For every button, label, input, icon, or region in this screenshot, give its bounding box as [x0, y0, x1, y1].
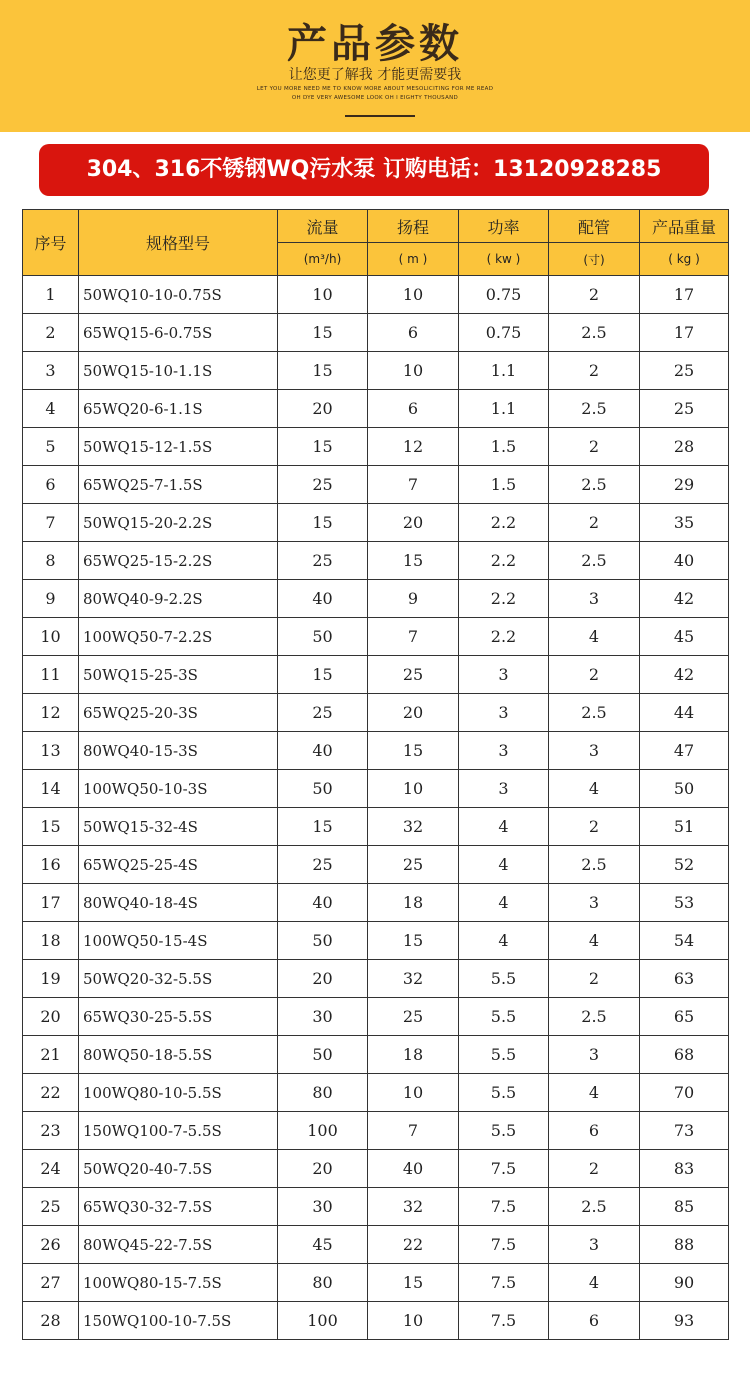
head-cell: 6 — [368, 314, 459, 352]
model-cell: 50WQ15-25-3S — [79, 656, 278, 694]
head-cell: 15 — [368, 922, 459, 960]
model-cell: 65WQ25-25-4S — [79, 846, 278, 884]
head-cell: 25 — [368, 656, 459, 694]
table-row — [23, 998, 729, 1036]
flow-cell: 50 — [278, 922, 368, 960]
weight-cell: 93 — [640, 1302, 729, 1340]
index-cell: 13 — [23, 732, 79, 770]
header-pipe: 配管 — [549, 210, 640, 243]
table-row — [23, 770, 729, 808]
flow-cell: 20 — [278, 390, 368, 428]
power-cell: 3 — [459, 770, 549, 808]
weight-cell: 17 — [640, 276, 729, 314]
table-row — [23, 960, 729, 998]
power-cell: 4 — [459, 922, 549, 960]
head-cell: 9 — [368, 580, 459, 618]
power-cell: 7.5 — [459, 1188, 549, 1226]
english-tagline-2: OH DYE VERY AWESOME LOOK OH I EIGHTY THOUSAND — [291, 95, 459, 101]
head-cell: 25 — [368, 998, 459, 1036]
model-cell: 100WQ80-10-5.5S — [79, 1074, 278, 1112]
model-cell: 80WQ50-18-5.5S — [79, 1036, 278, 1074]
pipe-cell: 2 — [549, 428, 640, 466]
table-row — [23, 1036, 729, 1074]
english-tagline-1: LET YOU MORE NEED ME TO KNOW MORE ABOUT MESOLICITING FOR ME READ — [256, 86, 494, 92]
power-cell: 2.2 — [459, 542, 549, 580]
model-cell: 50WQ15-20-2.2S — [79, 504, 278, 542]
model-cell: 65WQ25-7-1.5S — [79, 466, 278, 504]
weight-cell: 47 — [640, 732, 729, 770]
header-model: 规格型号 — [79, 210, 278, 276]
model-cell: 80WQ40-9-2.2S — [79, 580, 278, 618]
pipe-cell: 2 — [549, 656, 640, 694]
weight-cell: 25 — [640, 390, 729, 428]
power-cell: 4 — [459, 884, 549, 922]
flow-cell: 50 — [278, 770, 368, 808]
weight-cell: 51 — [640, 808, 729, 846]
model-cell: 50WQ20-32-5.5S — [79, 960, 278, 998]
table-row — [23, 276, 729, 314]
head-cell: 32 — [368, 808, 459, 846]
table-row — [23, 466, 729, 504]
index-cell: 25 — [23, 1188, 79, 1226]
index-cell: 7 — [23, 504, 79, 542]
head-cell: 7 — [368, 466, 459, 504]
head-cell: 6 — [368, 390, 459, 428]
table-row — [23, 1150, 729, 1188]
index-cell: 26 — [23, 1226, 79, 1264]
flow-cell: 30 — [278, 1188, 368, 1226]
pipe-cell: 4 — [549, 770, 640, 808]
pipe-cell: 6 — [549, 1302, 640, 1340]
header-power-unit: ( kw ) — [459, 243, 549, 276]
header-weight-unit: ( kg ) — [640, 243, 729, 276]
head-cell: 32 — [368, 960, 459, 998]
head-cell: 20 — [368, 504, 459, 542]
table-row — [23, 1302, 729, 1340]
pipe-cell: 3 — [549, 884, 640, 922]
table-row — [23, 656, 729, 694]
flow-cell: 45 — [278, 1226, 368, 1264]
header-power: 功率 — [459, 210, 549, 243]
weight-cell: 88 — [640, 1226, 729, 1264]
flow-cell: 20 — [278, 960, 368, 998]
index-cell: 28 — [23, 1302, 79, 1340]
pipe-cell: 2 — [549, 808, 640, 846]
weight-cell: 63 — [640, 960, 729, 998]
table-row — [23, 580, 729, 618]
power-cell: 7.5 — [459, 1302, 549, 1340]
head-cell: 10 — [368, 276, 459, 314]
flow-cell: 80 — [278, 1074, 368, 1112]
pipe-cell: 2.5 — [549, 542, 640, 580]
weight-cell: 53 — [640, 884, 729, 922]
spec-table-body — [23, 276, 729, 1340]
flow-cell: 30 — [278, 998, 368, 1036]
index-cell: 27 — [23, 1264, 79, 1302]
flow-cell: 40 — [278, 732, 368, 770]
power-cell: 4 — [459, 808, 549, 846]
index-cell: 4 — [23, 390, 79, 428]
weight-cell: 29 — [640, 466, 729, 504]
table-row — [23, 504, 729, 542]
model-cell: 100WQ50-10-3S — [79, 770, 278, 808]
model-cell: 65WQ30-25-5.5S — [79, 998, 278, 1036]
table-row — [23, 1074, 729, 1112]
pipe-cell: 2 — [549, 504, 640, 542]
head-cell: 12 — [368, 428, 459, 466]
model-cell: 65WQ25-15-2.2S — [79, 542, 278, 580]
model-cell: 80WQ40-18-4S — [79, 884, 278, 922]
weight-cell: 25 — [640, 352, 729, 390]
spec-table — [22, 209, 729, 1340]
power-cell: 3 — [459, 656, 549, 694]
index-cell: 18 — [23, 922, 79, 960]
model-cell: 65WQ20-6-1.1S — [79, 390, 278, 428]
index-cell: 16 — [23, 846, 79, 884]
weight-cell: 45 — [640, 618, 729, 656]
power-cell: 5.5 — [459, 1074, 549, 1112]
model-cell: 80WQ40-15-3S — [79, 732, 278, 770]
header-head: 扬程 — [368, 210, 459, 243]
pipe-cell: 2.5 — [549, 694, 640, 732]
page-subtitle: 让您更了解我 才能更需要我 — [288, 67, 462, 83]
pipe-cell: 2.5 — [549, 314, 640, 352]
power-cell: 7.5 — [459, 1150, 549, 1188]
head-cell: 10 — [368, 1302, 459, 1340]
power-cell: 5.5 — [459, 960, 549, 998]
weight-cell: 90 — [640, 1264, 729, 1302]
table-row — [23, 694, 729, 732]
weight-cell: 68 — [640, 1036, 729, 1074]
weight-cell: 35 — [640, 504, 729, 542]
head-cell: 20 — [368, 694, 459, 732]
header-banner — [0, 0, 750, 132]
table-row — [23, 542, 729, 580]
model-cell: 50WQ15-12-1.5S — [79, 428, 278, 466]
head-cell: 10 — [368, 770, 459, 808]
weight-cell: 42 — [640, 656, 729, 694]
power-cell: 1.5 — [459, 428, 549, 466]
table-row — [23, 884, 729, 922]
head-cell: 18 — [368, 884, 459, 922]
index-cell: 24 — [23, 1150, 79, 1188]
power-cell: 7.5 — [459, 1226, 549, 1264]
table-row — [23, 1226, 729, 1264]
pipe-cell: 2.5 — [549, 846, 640, 884]
flow-cell: 50 — [278, 618, 368, 656]
weight-cell: 28 — [640, 428, 729, 466]
power-cell: 2.2 — [459, 618, 549, 656]
index-cell: 5 — [23, 428, 79, 466]
model-cell: 50WQ15-10-1.1S — [79, 352, 278, 390]
head-cell: 10 — [368, 1074, 459, 1112]
power-cell: 5.5 — [459, 1112, 549, 1150]
index-cell: 20 — [23, 998, 79, 1036]
table-row — [23, 846, 729, 884]
model-cell: 100WQ50-15-4S — [79, 922, 278, 960]
index-cell: 11 — [23, 656, 79, 694]
pipe-cell: 3 — [549, 1226, 640, 1264]
model-cell: 65WQ15-6-0.75S — [79, 314, 278, 352]
weight-cell: 73 — [640, 1112, 729, 1150]
pipe-cell: 2.5 — [549, 998, 640, 1036]
index-cell: 15 — [23, 808, 79, 846]
model-cell: 50WQ15-32-4S — [79, 808, 278, 846]
header-index: 序号 — [23, 210, 79, 276]
head-cell: 15 — [368, 1264, 459, 1302]
flow-cell: 25 — [278, 846, 368, 884]
index-cell: 23 — [23, 1112, 79, 1150]
flow-cell: 80 — [278, 1264, 368, 1302]
head-cell: 25 — [368, 846, 459, 884]
pipe-cell: 3 — [549, 1036, 640, 1074]
model-cell: 150WQ100-7-5.5S — [79, 1112, 278, 1150]
pipe-cell: 4 — [549, 618, 640, 656]
pipe-cell: 2 — [549, 960, 640, 998]
header-flow: 流量 — [278, 210, 368, 243]
flow-cell: 15 — [278, 428, 368, 466]
table-row — [23, 922, 729, 960]
pipe-cell: 3 — [549, 580, 640, 618]
weight-cell: 85 — [640, 1188, 729, 1226]
pipe-cell: 6 — [549, 1112, 640, 1150]
table-row — [23, 314, 729, 352]
weight-cell: 83 — [640, 1150, 729, 1188]
flow-cell: 100 — [278, 1112, 368, 1150]
pipe-cell: 2 — [549, 1150, 640, 1188]
model-cell: 65WQ25-20-3S — [79, 694, 278, 732]
weight-cell: 52 — [640, 846, 729, 884]
power-cell: 0.75 — [459, 314, 549, 352]
head-cell: 40 — [368, 1150, 459, 1188]
index-cell: 10 — [23, 618, 79, 656]
power-cell: 1.5 — [459, 466, 549, 504]
head-cell: 22 — [368, 1226, 459, 1264]
power-cell: 1.1 — [459, 390, 549, 428]
power-cell: 4 — [459, 846, 549, 884]
index-cell: 21 — [23, 1036, 79, 1074]
flow-cell: 10 — [278, 276, 368, 314]
pipe-cell: 4 — [549, 1074, 640, 1112]
weight-cell: 70 — [640, 1074, 729, 1112]
index-cell: 22 — [23, 1074, 79, 1112]
order-phone-banner: 304、316不锈钢WQ污水泵 订购电话：13120928285 — [39, 144, 709, 196]
index-cell: 9 — [23, 580, 79, 618]
power-cell: 3 — [459, 732, 549, 770]
index-cell: 2 — [23, 314, 79, 352]
flow-cell: 40 — [278, 580, 368, 618]
weight-cell: 40 — [640, 542, 729, 580]
model-cell: 50WQ10-10-0.75S — [79, 276, 278, 314]
power-cell: 3 — [459, 694, 549, 732]
flow-cell: 15 — [278, 808, 368, 846]
header-flow-unit: (m³/h) — [278, 243, 368, 276]
weight-cell: 65 — [640, 998, 729, 1036]
flow-cell: 15 — [278, 504, 368, 542]
header-head-unit: ( m ) — [368, 243, 459, 276]
flow-cell: 15 — [278, 352, 368, 390]
table-row — [23, 808, 729, 846]
flow-cell: 50 — [278, 1036, 368, 1074]
head-cell: 7 — [368, 618, 459, 656]
table-row — [23, 732, 729, 770]
table-row — [23, 1264, 729, 1302]
model-cell: 50WQ20-40-7.5S — [79, 1150, 278, 1188]
table-row — [23, 618, 729, 656]
power-cell: 2.2 — [459, 504, 549, 542]
model-cell: 80WQ45-22-7.5S — [79, 1226, 278, 1264]
pipe-cell: 2.5 — [549, 1188, 640, 1226]
head-cell: 7 — [368, 1112, 459, 1150]
flow-cell: 100 — [278, 1302, 368, 1340]
index-cell: 14 — [23, 770, 79, 808]
header-pipe-unit: (寸) — [549, 243, 640, 276]
pipe-cell: 4 — [549, 922, 640, 960]
flow-cell: 15 — [278, 656, 368, 694]
pipe-cell: 3 — [549, 732, 640, 770]
power-cell: 1.1 — [459, 352, 549, 390]
model-cell: 150WQ100-10-7.5S — [79, 1302, 278, 1340]
model-cell: 100WQ50-7-2.2S — [79, 618, 278, 656]
weight-cell: 50 — [640, 770, 729, 808]
model-cell: 65WQ30-32-7.5S — [79, 1188, 278, 1226]
flow-cell: 20 — [278, 1150, 368, 1188]
power-cell: 5.5 — [459, 1036, 549, 1074]
pipe-cell: 4 — [549, 1264, 640, 1302]
flow-cell: 15 — [278, 314, 368, 352]
pipe-cell: 2 — [549, 276, 640, 314]
head-cell: 32 — [368, 1188, 459, 1226]
table-row — [23, 390, 729, 428]
index-cell: 1 — [23, 276, 79, 314]
power-cell: 5.5 — [459, 998, 549, 1036]
weight-cell: 44 — [640, 694, 729, 732]
index-cell: 19 — [23, 960, 79, 998]
head-cell: 10 — [368, 352, 459, 390]
pipe-cell: 2.5 — [549, 390, 640, 428]
title-underline — [345, 115, 415, 117]
head-cell: 18 — [368, 1036, 459, 1074]
table-row — [23, 1112, 729, 1150]
weight-cell: 17 — [640, 314, 729, 352]
power-cell: 0.75 — [459, 276, 549, 314]
power-cell: 7.5 — [459, 1264, 549, 1302]
index-cell: 8 — [23, 542, 79, 580]
model-cell: 100WQ80-15-7.5S — [79, 1264, 278, 1302]
header-weight: 产品重量 — [640, 210, 729, 243]
pipe-cell: 2.5 — [549, 466, 640, 504]
flow-cell: 40 — [278, 884, 368, 922]
weight-cell: 42 — [640, 580, 729, 618]
flow-cell: 25 — [278, 694, 368, 732]
index-cell: 3 — [23, 352, 79, 390]
index-cell: 6 — [23, 466, 79, 504]
power-cell: 2.2 — [459, 580, 549, 618]
weight-cell: 54 — [640, 922, 729, 960]
head-cell: 15 — [368, 732, 459, 770]
table-row — [23, 352, 729, 390]
page-title: 产品参数 — [287, 21, 463, 67]
table-row — [23, 1188, 729, 1226]
head-cell: 15 — [368, 542, 459, 580]
flow-cell: 25 — [278, 466, 368, 504]
index-cell: 17 — [23, 884, 79, 922]
table-row — [23, 428, 729, 466]
index-cell: 12 — [23, 694, 79, 732]
flow-cell: 25 — [278, 542, 368, 580]
pipe-cell: 2 — [549, 352, 640, 390]
